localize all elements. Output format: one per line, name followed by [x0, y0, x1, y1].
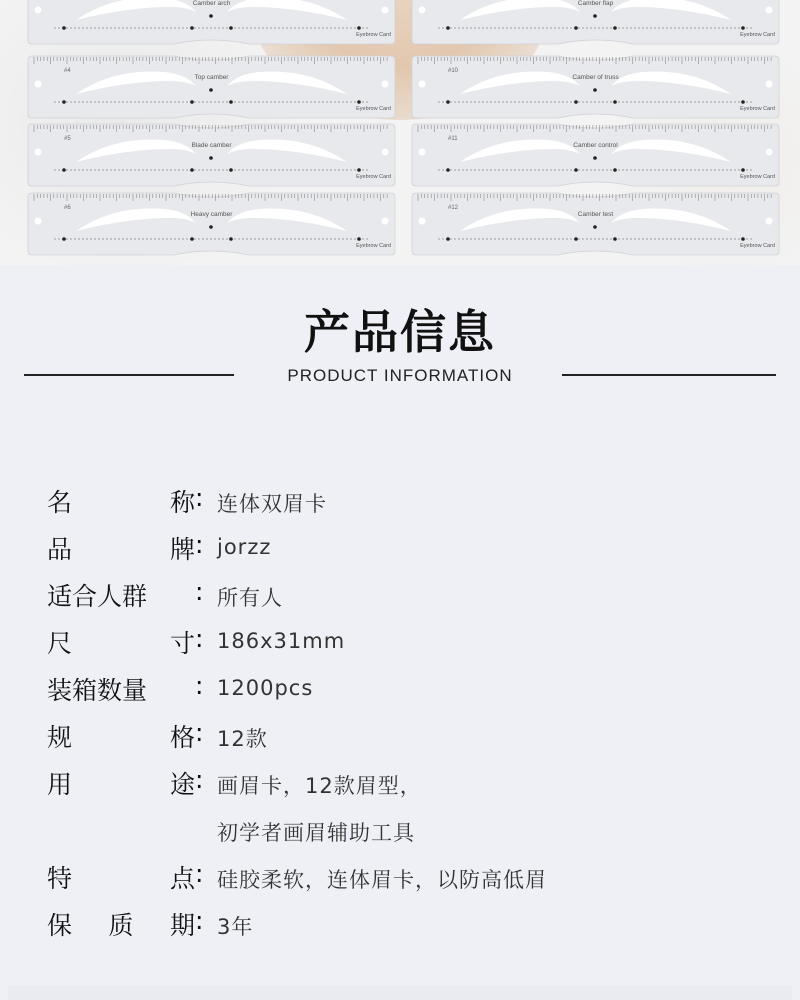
section-title: 产品信息: [304, 305, 496, 359]
hanging-hole: [766, 81, 773, 88]
guide-dot: [62, 26, 66, 30]
label-char: 牌: [169, 535, 195, 564]
guide-dot: [357, 237, 361, 241]
guide-dot: [613, 26, 617, 30]
info-colon: :: [195, 906, 204, 935]
hanging-hole: [382, 81, 389, 88]
guide-dot: [574, 237, 578, 241]
label-char: 途: [169, 770, 195, 799]
card-number: #4: [64, 68, 71, 74]
card-number: #11: [448, 136, 458, 142]
guide-dot: [446, 100, 450, 104]
card-number: #5: [64, 136, 71, 142]
hanging-hole: [382, 7, 389, 14]
hanging-hole: [419, 7, 426, 14]
hanging-hole: [35, 7, 42, 14]
eyebrow-stencil: [408, 54, 783, 120]
guide-dot: [741, 100, 745, 104]
card-body: [412, 193, 779, 255]
eyebrow-card: [24, 0, 399, 44]
label-char: 保: [47, 911, 73, 940]
guide-dot: [446, 26, 450, 30]
card-brand-label: Eyebrow Card: [740, 243, 775, 249]
hanging-hole: [419, 218, 426, 225]
label-char: 规: [47, 723, 73, 752]
info-colon: :: [195, 671, 204, 700]
hanging-hole: [35, 218, 42, 225]
hanging-hole: [766, 7, 773, 14]
guide-dot: [613, 168, 617, 172]
hanging-hole: [766, 218, 773, 225]
eyebrow-card: [24, 54, 399, 118]
hanging-hole: [766, 149, 773, 156]
card-brand-label: Eyebrow Card: [356, 106, 391, 112]
hanging-hole: [382, 218, 389, 225]
info-value: 12款: [217, 727, 268, 751]
info-value: 186x31mm: [217, 629, 346, 653]
guide-dot: [446, 168, 450, 172]
guide-dot: [357, 168, 361, 172]
hanging-hole: [419, 149, 426, 156]
card-style-name: Camber flap: [577, 0, 614, 7]
info-value: 所有人: [217, 586, 283, 610]
next-section-edge: [8, 986, 792, 1000]
card-style-name: Blade camber: [191, 142, 232, 149]
hanging-hole: [35, 81, 42, 88]
center-dot: [593, 156, 597, 160]
label-char: 寸: [169, 629, 195, 658]
product-photo: [0, 0, 800, 265]
guide-dot: [190, 168, 194, 172]
card-style-name: Heavy camber: [190, 211, 233, 218]
info-colon: :: [195, 624, 204, 653]
card-style-name: Camber arch: [192, 0, 231, 7]
card-body: [28, 124, 395, 186]
info-value: 3年: [217, 915, 254, 939]
guide-dot: [62, 237, 66, 241]
info-value: jorzz: [217, 535, 272, 559]
card-style-name: Top camber: [194, 74, 229, 81]
label-char: 尺: [47, 629, 73, 658]
guide-dot: [357, 26, 361, 30]
guide-dot: [229, 26, 233, 30]
info-value: 画眉卡，12款眉型，: [217, 774, 422, 798]
card-number: #6: [64, 205, 71, 211]
eyebrow-card: [24, 122, 399, 186]
guide-dot: [190, 100, 194, 104]
guide-dot: [190, 26, 194, 30]
card-brand-label: Eyebrow Card: [356, 174, 391, 180]
card-number: #10: [448, 68, 459, 74]
card-style-name: Camber test: [577, 211, 614, 218]
guide-dot: [357, 100, 361, 104]
guide-dot: [574, 100, 578, 104]
info-colon: :: [195, 577, 204, 606]
card-brand-label: Eyebrow Card: [740, 174, 775, 180]
eyebrow-stencil: [408, 191, 783, 257]
info-colon: :: [195, 765, 204, 794]
eyebrow-card: [408, 54, 783, 118]
card-brand-label: Eyebrow Card: [356, 243, 391, 249]
hanging-hole: [382, 149, 389, 156]
label-char: 称: [169, 488, 195, 517]
card-body: [412, 56, 779, 118]
info-value: 连体双眉卡: [217, 492, 327, 516]
guide-dot: [229, 168, 233, 172]
label-char: 点: [169, 864, 195, 893]
card-body: [28, 193, 395, 255]
guide-dot: [741, 237, 745, 241]
info-label: 装箱数量: [47, 676, 148, 705]
info-colon: :: [195, 718, 204, 747]
guide-dot: [741, 168, 745, 172]
eyebrow-stencil: [408, 122, 783, 188]
eyebrow-stencil: [24, 122, 399, 188]
guide-dot: [62, 100, 66, 104]
info-colon: :: [195, 530, 204, 559]
center-dot: [209, 225, 213, 229]
label-char: 质: [108, 911, 134, 940]
eyebrow-card: [408, 0, 783, 44]
eyebrow-card: [24, 191, 399, 255]
center-dot: [593, 225, 597, 229]
guide-dot: [229, 237, 233, 241]
card-brand-label: Eyebrow Card: [356, 32, 391, 38]
info-value: 硅胶柔软，连体眉卡，以防高低眉: [217, 868, 547, 892]
info-label: 适合人群: [47, 582, 148, 611]
eyebrow-card: [408, 122, 783, 186]
center-dot: [209, 156, 213, 160]
guide-dot: [613, 237, 617, 241]
card-style-name: Camber of truss: [572, 74, 619, 81]
label-char: 品: [47, 535, 73, 564]
card-brand-label: Eyebrow Card: [740, 106, 775, 112]
center-dot: [209, 88, 213, 92]
label-char: 期: [169, 911, 195, 940]
info-value: 1200pcs: [217, 676, 314, 700]
label-char: 格: [169, 723, 195, 752]
label-char: 特: [47, 864, 73, 893]
info-colon: :: [195, 483, 204, 512]
guide-dot: [190, 237, 194, 241]
card-number: #12: [448, 205, 459, 211]
eyebrow-card: [408, 191, 783, 255]
card-body: [28, 56, 395, 118]
guide-dot: [574, 168, 578, 172]
guide-dot: [62, 168, 66, 172]
card-body: [412, 124, 779, 186]
eyebrow-stencil: [24, 191, 399, 257]
center-dot: [593, 14, 597, 18]
guide-dot: [446, 237, 450, 241]
center-dot: [593, 88, 597, 92]
label-char: 用: [47, 770, 73, 799]
guide-dot: [574, 26, 578, 30]
info-value: 初学者画眉辅助工具: [217, 821, 415, 845]
center-dot: [209, 14, 213, 18]
section-subtitle: PRODUCT INFORMATION: [287, 366, 513, 385]
guide-dot: [229, 100, 233, 104]
hanging-hole: [35, 149, 42, 156]
label-char: 名: [47, 488, 73, 517]
card-brand-label: Eyebrow Card: [740, 32, 775, 38]
guide-dot: [613, 100, 617, 104]
info-colon: :: [195, 859, 204, 888]
eyebrow-stencil: [24, 54, 399, 120]
hanging-hole: [419, 81, 426, 88]
title-divider-right: [562, 374, 776, 376]
card-style-name: Camber control: [573, 142, 618, 149]
guide-dot: [741, 26, 745, 30]
